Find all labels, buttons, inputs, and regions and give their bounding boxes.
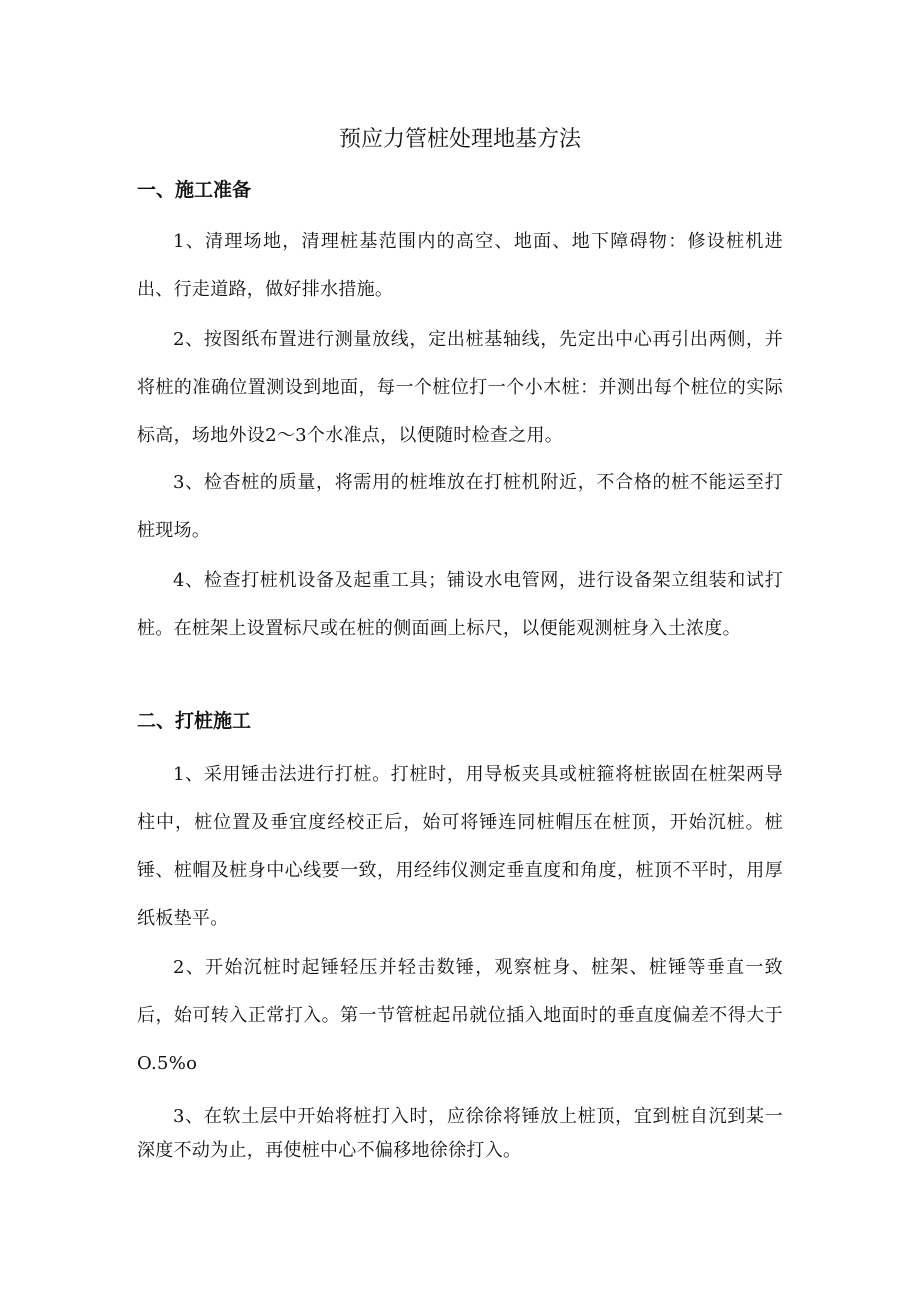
paragraph-prep-3: 3、检杳桩的质量，将需用的桩堆放在打桩机附近，不合格的桩不能运至打桩现场。 bbox=[137, 472, 783, 541]
paragraph-piling-2: 2、开始沉桩时起锤轻压并轻击数锤，观察桩身、桩架、桩锤等垂直一致后，始可转入正常打入。第一节管桩起吊就位插入地面时的垂直度偏差不得大于O.5%o bbox=[137, 957, 783, 1074]
section-heading-piling: 二、打桩施工 bbox=[137, 710, 252, 732]
paragraph-prep-1: 1、清理场地，清理桩基范围内的高空、地面、地下障碍物：修设桩机进出、行走道路，做好排水措施。 bbox=[137, 231, 783, 300]
section-heading-preparation: 一、施工准备 bbox=[137, 179, 252, 201]
paragraph-prep-2: 2、按图纸布置进行测量放线，定出桩基轴线，先定出中心再引出两侧，并将桩的准确位置测设到地面，每一个桩位打一个小木桩：并测出每个桩位的实际标高，场地外设2～3个水准点，以便随时检查之用。 bbox=[137, 329, 783, 446]
paragraph-prep-4: 4、检查打桩机设备及起重工具；铺设水电管网，进行设备架立组装和试打桩。在桩架上设置标尺或在桩的侧面画上标尺，以便能观测桩身入土浓度。 bbox=[137, 570, 783, 639]
paragraph-piling-3: 3、在软土层中开始将桩打入时，应徐徐将锤放上桩顶，宜到桩自沉到某一深度不动为止，再使桩中心不偏移地徐徐打入。 bbox=[137, 1106, 783, 1161]
document-title: 预应力管桩处理地基方法 bbox=[338, 127, 581, 152]
paragraph-piling-1: 1、采用锤击法进行打桩。打桩时，用导板夹具或桩箍将桩嵌固在桩架两导柱中，桩位置及垂宜度经校正后，始可将锤连同桩帽压在桩顶，开始沉桩。桩锤、桩帽及桩身中心线要一致，用经纬仪测定垂直度和角度，桩顶不平时，用厚纸板垫平。 bbox=[137, 764, 783, 929]
